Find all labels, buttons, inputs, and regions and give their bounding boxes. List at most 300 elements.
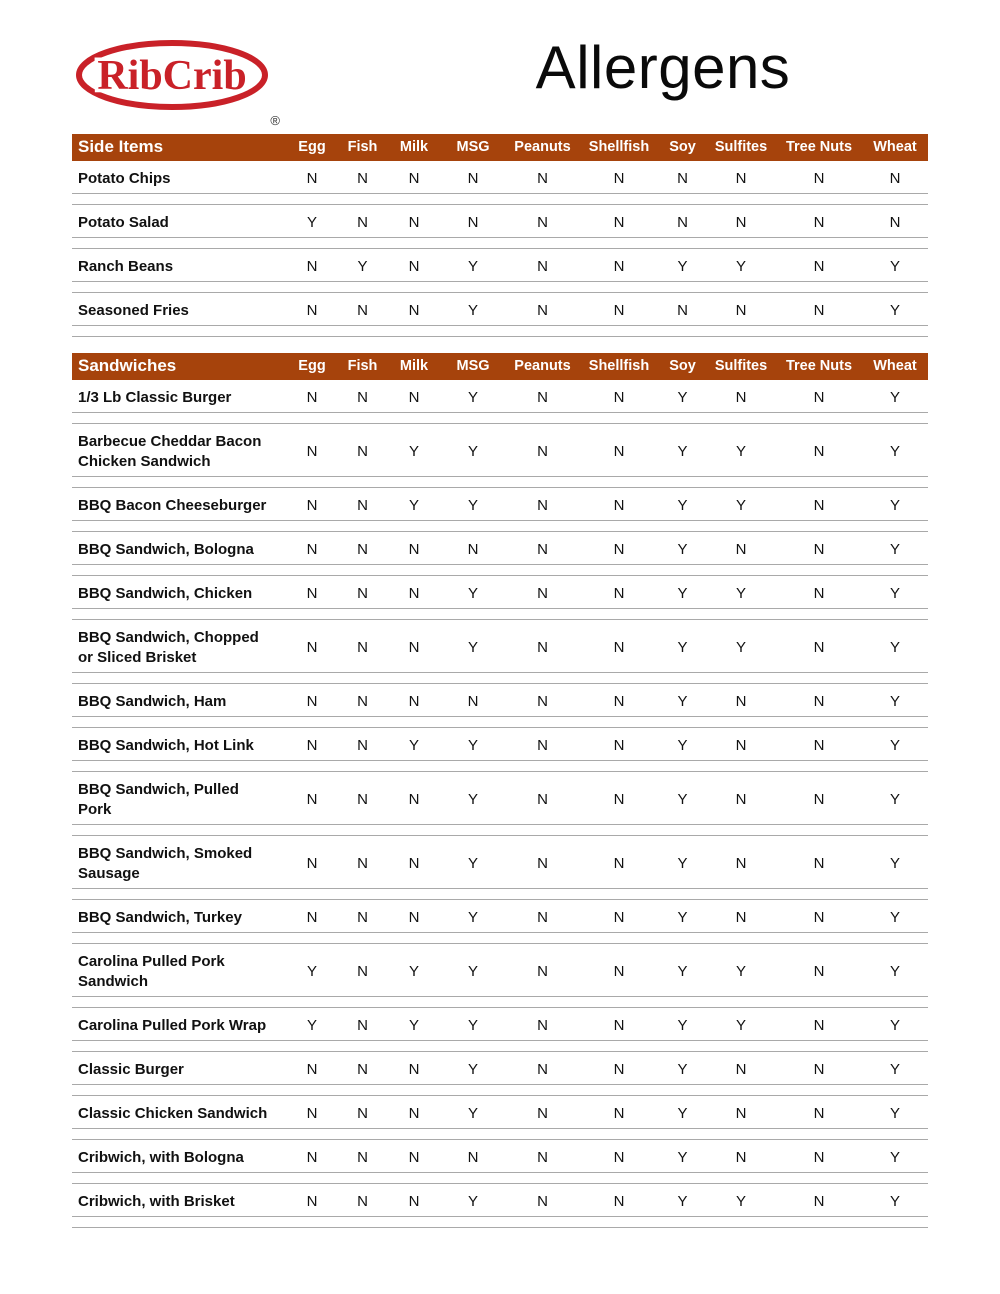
row-divider-line xyxy=(72,477,928,488)
allergen-value-milk: N xyxy=(388,836,440,889)
allergen-value-shellfish: N xyxy=(579,293,659,326)
allergen-value-milk: N xyxy=(388,684,440,717)
allergen-value-tree-nuts: N xyxy=(776,380,862,413)
column-header-egg: Egg xyxy=(287,353,337,380)
allergen-value-fish: N xyxy=(337,161,388,194)
row-divider-line xyxy=(72,194,928,205)
allergen-value-wheat: Y xyxy=(862,380,928,413)
allergen-value-egg: N xyxy=(287,1052,337,1085)
allergen-value-fish: N xyxy=(337,1052,388,1085)
allergen-value-shellfish: N xyxy=(579,1008,659,1041)
allergen-value-shellfish: N xyxy=(579,249,659,282)
allergen-value-peanuts: N xyxy=(506,532,579,565)
row-divider-line xyxy=(72,825,928,836)
allergen-value-soy: N xyxy=(659,293,706,326)
row-divider xyxy=(72,1217,928,1228)
allergen-value-msg: Y xyxy=(440,424,506,477)
allergen-value-shellfish: N xyxy=(579,900,659,933)
allergen-value-soy: Y xyxy=(659,772,706,825)
table-row xyxy=(72,488,928,521)
allergen-value-milk: Y xyxy=(388,424,440,477)
allergen-value-fish: N xyxy=(337,728,388,761)
ribcrib-logo xyxy=(74,34,280,128)
section-header-row xyxy=(72,353,928,380)
item-name: BBQ Bacon Cheeseburger xyxy=(72,488,287,521)
allergen-value-peanuts: N xyxy=(506,1052,579,1085)
section-header-row xyxy=(72,134,928,161)
allergen-value-tree-nuts: N xyxy=(776,293,862,326)
column-header-fish: Fish xyxy=(337,134,388,161)
item-name: BBQ Sandwich, Hot Link xyxy=(72,728,287,761)
allergen-value-shellfish: N xyxy=(579,620,659,673)
item-name: Ranch Beans xyxy=(72,249,287,282)
allergen-value-peanuts: N xyxy=(506,620,579,673)
column-header-fish: Fish xyxy=(337,353,388,380)
allergen-value-milk: N xyxy=(388,1184,440,1217)
allergen-value-egg: N xyxy=(287,1184,337,1217)
allergen-value-sulfites: N xyxy=(706,684,776,717)
allergen-value-egg: N xyxy=(287,772,337,825)
allergen-value-fish: N xyxy=(337,380,388,413)
item-name: Potato Salad xyxy=(72,205,287,238)
item-name: BBQ Sandwich, Bologna xyxy=(72,532,287,565)
row-divider-line xyxy=(72,673,928,684)
allergen-value-sulfites: N xyxy=(706,836,776,889)
allergen-value-soy: Y xyxy=(659,620,706,673)
allergen-value-peanuts: N xyxy=(506,836,579,889)
allergen-value-tree-nuts: N xyxy=(776,205,862,238)
allergen-value-sulfites: Y xyxy=(706,1008,776,1041)
allergen-value-msg: Y xyxy=(440,620,506,673)
allergen-value-wheat: Y xyxy=(862,1140,928,1173)
table-row xyxy=(72,1052,928,1085)
allergen-value-milk: Y xyxy=(388,488,440,521)
allergen-value-sulfites: N xyxy=(706,1140,776,1173)
allergen-value-peanuts: N xyxy=(506,1184,579,1217)
allergen-value-egg: Y xyxy=(287,205,337,238)
table-row xyxy=(72,1184,928,1217)
allergen-value-fish: N xyxy=(337,576,388,609)
table-row xyxy=(72,728,928,761)
row-divider xyxy=(72,673,928,684)
allergen-value-tree-nuts: N xyxy=(776,684,862,717)
allergen-value-sulfites: N xyxy=(706,293,776,326)
item-name: Cribwich, with Bologna xyxy=(72,1140,287,1173)
allergen-value-peanuts: N xyxy=(506,1140,579,1173)
allergen-value-egg: N xyxy=(287,380,337,413)
allergen-value-wheat: N xyxy=(862,161,928,194)
allergen-value-fish: N xyxy=(337,684,388,717)
allergen-value-tree-nuts: N xyxy=(776,576,862,609)
item-name: BBQ Sandwich, Ham xyxy=(72,684,287,717)
allergen-value-sulfites: Y xyxy=(706,424,776,477)
allergen-value-milk: N xyxy=(388,532,440,565)
allergen-value-peanuts: N xyxy=(506,1096,579,1129)
row-divider xyxy=(72,1041,928,1052)
row-divider-line xyxy=(72,717,928,728)
row-divider xyxy=(72,238,928,249)
allergen-value-shellfish: N xyxy=(579,684,659,717)
allergen-value-soy: Y xyxy=(659,424,706,477)
row-divider-line xyxy=(72,1085,928,1096)
allergen-value-soy: Y xyxy=(659,1184,706,1217)
item-name: Classic Chicken Sandwich xyxy=(72,1096,287,1129)
table-row xyxy=(72,620,928,673)
row-divider-line xyxy=(72,997,928,1008)
allergen-value-egg: N xyxy=(287,249,337,282)
allergen-value-fish: N xyxy=(337,1140,388,1173)
allergen-value-msg: Y xyxy=(440,1052,506,1085)
allergen-value-sulfites: N xyxy=(706,728,776,761)
allergen-value-tree-nuts: N xyxy=(776,900,862,933)
table-row xyxy=(72,944,928,997)
item-name: Barbecue Cheddar Bacon Chicken Sandwich xyxy=(72,424,287,477)
allergen-table-side-items xyxy=(72,134,928,337)
allergen-value-milk: N xyxy=(388,620,440,673)
column-header-wheat: Wheat xyxy=(862,134,928,161)
allergen-value-milk: N xyxy=(388,1096,440,1129)
item-name: Carolina Pulled Pork Wrap xyxy=(72,1008,287,1041)
allergen-value-milk: Y xyxy=(388,1008,440,1041)
allergen-value-tree-nuts: N xyxy=(776,249,862,282)
item-name: BBQ Sandwich, Chopped or Sliced Brisket xyxy=(72,620,287,673)
row-divider xyxy=(72,997,928,1008)
allergen-value-milk: N xyxy=(388,576,440,609)
allergen-value-egg: Y xyxy=(287,1008,337,1041)
allergen-value-msg: N xyxy=(440,161,506,194)
allergen-value-egg: N xyxy=(287,532,337,565)
allergen-value-wheat: Y xyxy=(862,728,928,761)
allergen-value-shellfish: N xyxy=(579,728,659,761)
column-header-sulfites: Sulfites xyxy=(706,134,776,161)
allergen-table-sandwiches xyxy=(72,353,928,1228)
allergen-value-shellfish: N xyxy=(579,161,659,194)
allergen-value-wheat: Y xyxy=(862,1184,928,1217)
allergen-value-msg: Y xyxy=(440,380,506,413)
table-row xyxy=(72,205,928,238)
allergen-value-sulfites: N xyxy=(706,380,776,413)
page-header xyxy=(0,0,1000,128)
allergen-value-soy: Y xyxy=(659,684,706,717)
allergen-value-egg: N xyxy=(287,620,337,673)
allergen-value-tree-nuts: N xyxy=(776,620,862,673)
allergen-value-soy: Y xyxy=(659,900,706,933)
column-header-tree-nuts: Tree Nuts xyxy=(776,353,862,380)
allergen-value-sulfites: N xyxy=(706,1096,776,1129)
table-row xyxy=(72,684,928,717)
row-divider-line xyxy=(72,521,928,532)
allergen-value-wheat: Y xyxy=(862,488,928,521)
allergen-value-sulfites: Y xyxy=(706,1184,776,1217)
allergen-value-fish: N xyxy=(337,488,388,521)
allergen-value-fish: N xyxy=(337,205,388,238)
allergen-value-shellfish: N xyxy=(579,488,659,521)
allergen-value-peanuts: N xyxy=(506,424,579,477)
allergen-value-shellfish: N xyxy=(579,380,659,413)
allergen-value-shellfish: N xyxy=(579,1096,659,1129)
allergen-value-fish: N xyxy=(337,900,388,933)
allergen-value-egg: N xyxy=(287,836,337,889)
item-name: 1/3 Lb Classic Burger xyxy=(72,380,287,413)
item-name: Potato Chips xyxy=(72,161,287,194)
item-name: Seasoned Fries xyxy=(72,293,287,326)
allergen-value-wheat: Y xyxy=(862,293,928,326)
allergen-value-msg: N xyxy=(440,684,506,717)
allergen-value-tree-nuts: N xyxy=(776,1184,862,1217)
row-divider-line xyxy=(72,238,928,249)
allergen-value-peanuts: N xyxy=(506,944,579,997)
allergen-value-msg: Y xyxy=(440,728,506,761)
allergen-value-shellfish: N xyxy=(579,532,659,565)
column-header-msg: MSG xyxy=(440,134,506,161)
allergen-value-tree-nuts: N xyxy=(776,944,862,997)
allergen-value-sulfites: N xyxy=(706,205,776,238)
column-header-milk: Milk xyxy=(388,353,440,380)
allergen-value-milk: N xyxy=(388,205,440,238)
allergen-value-wheat: Y xyxy=(862,772,928,825)
allergen-value-peanuts: N xyxy=(506,249,579,282)
allergen-value-wheat: Y xyxy=(862,684,928,717)
allergen-value-sulfites: Y xyxy=(706,488,776,521)
allergen-value-tree-nuts: N xyxy=(776,728,862,761)
allergen-value-msg: Y xyxy=(440,293,506,326)
allergen-value-fish: N xyxy=(337,772,388,825)
allergen-value-wheat: Y xyxy=(862,532,928,565)
allergen-value-sulfites: Y xyxy=(706,249,776,282)
column-header-soy: Soy xyxy=(659,134,706,161)
row-divider xyxy=(72,889,928,900)
allergen-value-wheat: Y xyxy=(862,424,928,477)
row-divider-line xyxy=(72,761,928,772)
column-header-wheat: Wheat xyxy=(862,353,928,380)
row-divider-line xyxy=(72,565,928,576)
allergen-value-wheat: Y xyxy=(862,249,928,282)
allergen-value-wheat: Y xyxy=(862,620,928,673)
allergen-tables-container xyxy=(0,128,1000,1228)
row-divider xyxy=(72,825,928,836)
row-divider xyxy=(72,194,928,205)
row-divider xyxy=(72,1129,928,1140)
allergen-value-shellfish: N xyxy=(579,772,659,825)
allergen-value-msg: Y xyxy=(440,1096,506,1129)
table-row xyxy=(72,161,928,194)
row-divider-line xyxy=(72,282,928,293)
allergen-value-milk: N xyxy=(388,772,440,825)
allergen-value-peanuts: N xyxy=(506,900,579,933)
allergen-value-sulfites: N xyxy=(706,1052,776,1085)
allergen-value-fish: N xyxy=(337,1184,388,1217)
allergen-value-peanuts: N xyxy=(506,1008,579,1041)
allergen-value-milk: Y xyxy=(388,728,440,761)
allergen-value-wheat: N xyxy=(862,205,928,238)
allergen-value-peanuts: N xyxy=(506,380,579,413)
allergen-value-tree-nuts: N xyxy=(776,1052,862,1085)
table-row xyxy=(72,836,928,889)
allergen-value-fish: N xyxy=(337,1096,388,1129)
allergen-value-peanuts: N xyxy=(506,576,579,609)
table-row xyxy=(72,772,928,825)
allergen-value-wheat: Y xyxy=(862,1052,928,1085)
allergen-value-peanuts: N xyxy=(506,772,579,825)
allergen-value-peanuts: N xyxy=(506,293,579,326)
allergen-value-fish: N xyxy=(337,424,388,477)
item-name: Carolina Pulled Pork Sandwich xyxy=(72,944,287,997)
allergen-value-egg: N xyxy=(287,424,337,477)
allergen-value-shellfish: N xyxy=(579,1140,659,1173)
allergen-value-soy: Y xyxy=(659,1008,706,1041)
row-divider-line xyxy=(72,1173,928,1184)
allergen-value-tree-nuts: N xyxy=(776,1140,862,1173)
allergen-value-sulfites: Y xyxy=(706,576,776,609)
allergen-value-shellfish: N xyxy=(579,944,659,997)
column-header-sulfites: Sulfites xyxy=(706,353,776,380)
allergen-value-egg: N xyxy=(287,1096,337,1129)
table-row xyxy=(72,900,928,933)
allergen-value-wheat: Y xyxy=(862,1008,928,1041)
allergen-value-peanuts: N xyxy=(506,684,579,717)
row-divider xyxy=(72,609,928,620)
allergen-value-tree-nuts: N xyxy=(776,836,862,889)
row-divider-line xyxy=(72,413,928,424)
column-header-shellfish: Shellfish xyxy=(579,134,659,161)
allergen-value-sulfites: Y xyxy=(706,944,776,997)
row-divider xyxy=(72,717,928,728)
table-row xyxy=(72,424,928,477)
allergen-value-soy: Y xyxy=(659,488,706,521)
row-divider xyxy=(72,413,928,424)
allergen-value-wheat: Y xyxy=(862,576,928,609)
column-header-shellfish: Shellfish xyxy=(579,353,659,380)
allergen-value-shellfish: N xyxy=(579,576,659,609)
allergen-value-tree-nuts: N xyxy=(776,424,862,477)
allergen-value-shellfish: N xyxy=(579,1052,659,1085)
allergen-value-peanuts: N xyxy=(506,728,579,761)
allergen-value-fish: N xyxy=(337,293,388,326)
allergen-value-soy: Y xyxy=(659,1096,706,1129)
allergen-value-egg: N xyxy=(287,488,337,521)
table-row xyxy=(72,532,928,565)
allergen-value-tree-nuts: N xyxy=(776,772,862,825)
allergen-value-wheat: Y xyxy=(862,1096,928,1129)
row-divider xyxy=(72,521,928,532)
item-name: BBQ Sandwich, Chicken xyxy=(72,576,287,609)
item-name: BBQ Sandwich, Turkey xyxy=(72,900,287,933)
allergen-value-egg: N xyxy=(287,576,337,609)
table-row xyxy=(72,293,928,326)
allergen-value-msg: Y xyxy=(440,249,506,282)
registered-trademark-symbol: ® xyxy=(270,113,280,128)
allergen-value-soy: Y xyxy=(659,1140,706,1173)
allergen-value-msg: Y xyxy=(440,836,506,889)
row-divider-line xyxy=(72,326,928,337)
column-header-tree-nuts: Tree Nuts xyxy=(776,134,862,161)
row-divider-line xyxy=(72,1041,928,1052)
allergen-value-sulfites: N xyxy=(706,772,776,825)
column-header-soy: Soy xyxy=(659,353,706,380)
allergen-value-soy: N xyxy=(659,205,706,238)
row-divider xyxy=(72,565,928,576)
allergen-value-soy: Y xyxy=(659,836,706,889)
row-divider-line xyxy=(72,1129,928,1140)
table-row xyxy=(72,380,928,413)
allergen-value-soy: Y xyxy=(659,944,706,997)
allergen-value-shellfish: N xyxy=(579,424,659,477)
column-header-peanuts: Peanuts xyxy=(506,353,579,380)
allergen-value-fish: N xyxy=(337,836,388,889)
item-name: Cribwich, with Brisket xyxy=(72,1184,287,1217)
allergen-value-milk: N xyxy=(388,1140,440,1173)
row-divider xyxy=(72,933,928,944)
allergen-value-fish: N xyxy=(337,944,388,997)
item-name: BBQ Sandwich, Pulled Pork xyxy=(72,772,287,825)
allergen-value-tree-nuts: N xyxy=(776,532,862,565)
allergen-value-soy: N xyxy=(659,161,706,194)
allergen-value-egg: N xyxy=(287,684,337,717)
allergen-value-milk: N xyxy=(388,249,440,282)
allergen-value-soy: Y xyxy=(659,249,706,282)
allergen-value-milk: N xyxy=(388,161,440,194)
column-header-egg: Egg xyxy=(287,134,337,161)
column-header-peanuts: Peanuts xyxy=(506,134,579,161)
allergen-value-fish: N xyxy=(337,620,388,673)
ribcrib-logo-graphic xyxy=(74,34,270,120)
table-row xyxy=(72,1096,928,1129)
allergen-value-milk: N xyxy=(388,380,440,413)
allergen-value-msg: N xyxy=(440,1140,506,1173)
allergen-value-egg: N xyxy=(287,900,337,933)
allergen-value-msg: Y xyxy=(440,900,506,933)
allergen-value-fish: Y xyxy=(337,249,388,282)
row-divider xyxy=(72,282,928,293)
allergen-value-shellfish: N xyxy=(579,205,659,238)
allergen-value-msg: Y xyxy=(440,488,506,521)
allergen-value-tree-nuts: N xyxy=(776,1008,862,1041)
allergen-value-soy: Y xyxy=(659,1052,706,1085)
allergen-value-wheat: Y xyxy=(862,900,928,933)
allergen-value-soy: Y xyxy=(659,576,706,609)
logo-text: RibCrib xyxy=(97,53,247,99)
allergen-value-tree-nuts: N xyxy=(776,488,862,521)
allergen-value-soy: Y xyxy=(659,380,706,413)
allergen-value-fish: N xyxy=(337,1008,388,1041)
allergen-value-sulfites: Y xyxy=(706,620,776,673)
allergen-value-msg: Y xyxy=(440,576,506,609)
allergen-value-peanuts: N xyxy=(506,205,579,238)
row-divider xyxy=(72,1085,928,1096)
allergen-value-egg: Y xyxy=(287,944,337,997)
allergen-value-milk: N xyxy=(388,293,440,326)
section-title: Side Items xyxy=(72,134,287,161)
allergen-value-msg: N xyxy=(440,532,506,565)
row-divider xyxy=(72,1173,928,1184)
allergen-value-sulfites: N xyxy=(706,161,776,194)
allergen-value-msg: Y xyxy=(440,944,506,997)
allergen-value-soy: Y xyxy=(659,532,706,565)
table-row xyxy=(72,576,928,609)
allergen-value-peanuts: N xyxy=(506,161,579,194)
allergen-value-shellfish: N xyxy=(579,1184,659,1217)
column-header-msg: MSG xyxy=(440,353,506,380)
section-title: Sandwiches xyxy=(72,353,287,380)
allergen-value-egg: N xyxy=(287,728,337,761)
table-row xyxy=(72,1140,928,1173)
page-title: Allergens xyxy=(535,34,791,101)
row-divider-line xyxy=(72,889,928,900)
table-row xyxy=(72,1008,928,1041)
allergen-value-sulfites: N xyxy=(706,532,776,565)
allergen-value-tree-nuts: N xyxy=(776,161,862,194)
allergen-value-sulfites: N xyxy=(706,900,776,933)
